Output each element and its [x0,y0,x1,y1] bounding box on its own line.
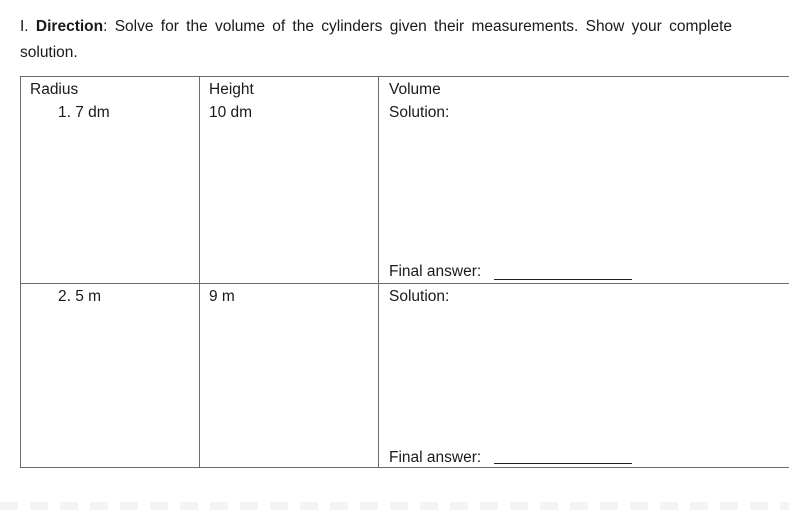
table-left-border [20,76,21,468]
row1-solution-label: Solution: [389,104,450,121]
row1-final-answer-label: Final answer: [389,263,482,280]
row2-radius: 2. 5 m [58,288,102,305]
header-radius: Radius [30,81,79,98]
row-divider [20,283,789,284]
row2-answer-blank[interactable] [494,463,632,464]
row2-solution-label: Solution: [389,288,450,305]
row1-height: 10 dm [209,104,253,121]
direction-number: I. [20,18,29,35]
header-height: Height [209,81,254,98]
row2-height: 9 m [209,288,235,305]
cylinder-volume-table [20,76,789,468]
direction-text: : Solve for the volume of the cylinders given their measurements. Show your complete solution. [20,18,732,61]
direction-paragraph [20,14,732,66]
column-divider-height [199,76,200,468]
direction-label: Direction [35,18,104,35]
row1-answer-blank[interactable] [494,279,632,280]
row2-final-answer-label: Final answer: [389,449,482,466]
table-top-border [20,76,789,77]
column-divider-volume [378,76,379,468]
header-volume: Volume [389,81,441,98]
next-line-fragment [0,502,789,510]
row1-radius: 1. 7 dm [58,104,110,121]
